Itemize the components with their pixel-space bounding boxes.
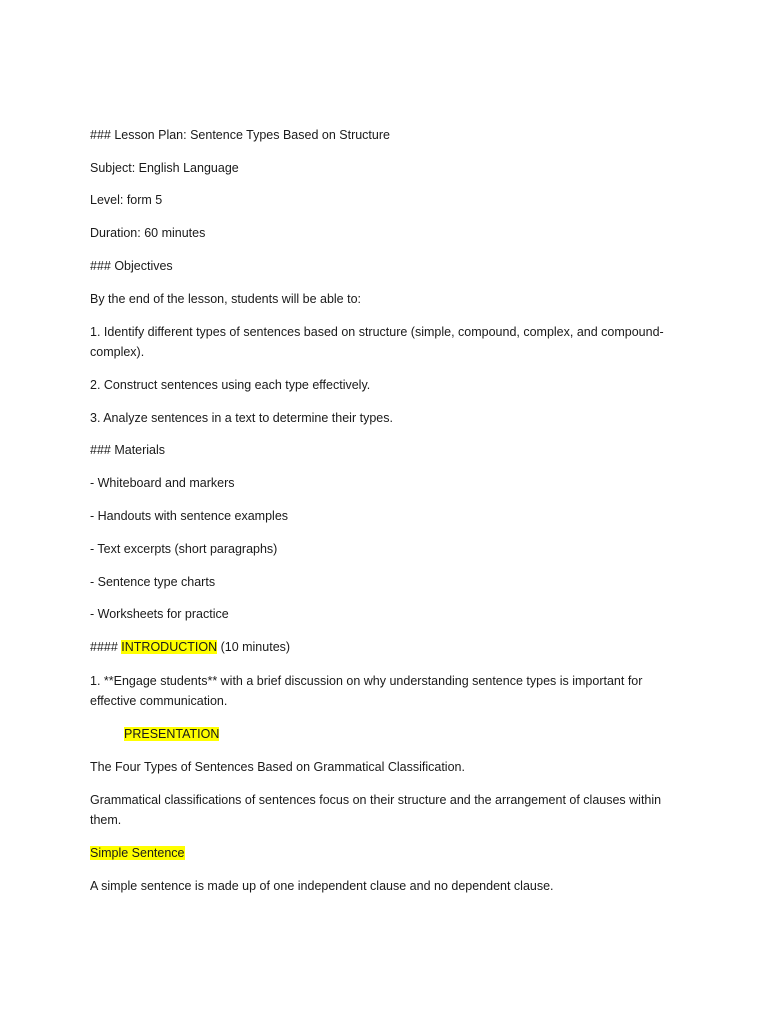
- objectives-intro: By the end of the lesson, students will be able to:: [90, 292, 362, 306]
- presentation-heading: [124, 724, 724, 744]
- material-item: - Text excerpts (short paragraphs): [90, 542, 278, 556]
- objective-item: 3. Analyze sentences in a text to determine their types.: [90, 411, 393, 425]
- engage-paragraph: 1. **Engage students** with a brief discussion on why understanding sentence types is important for effective communication.: [90, 674, 643, 708]
- objective-item: 1. Identify different types of sentences based on structure (simple, compound, complex, and compound-complex).: [90, 325, 664, 359]
- classification-paragraph: Grammatical classifications of sentences focus on their structure and the arrangement of clauses within them.: [90, 793, 662, 827]
- introduction-heading: [90, 637, 690, 657]
- simple-sentence-definition: A simple sentence is made up of one independent clause and no dependent clause.: [90, 879, 554, 893]
- duration-line: Duration: 60 minutes: [90, 226, 206, 240]
- material-item: - Whiteboard and markers: [90, 476, 235, 490]
- introduction-prefix: ####: [90, 640, 122, 654]
- introduction-suffix: (10 minutes): [217, 640, 291, 654]
- objective-item: 2. Construct sentences using each type effectively.: [90, 378, 371, 392]
- material-item: - Worksheets for practice: [90, 607, 229, 621]
- simple-sentence-highlight: Simple Sentence: [90, 846, 185, 860]
- four-types-line: The Four Types of Sentences Based on Grammatical Classification.: [90, 760, 465, 774]
- objectives-heading: ### Objectives: [90, 259, 173, 273]
- introduction-highlight: INTRODUCTION: [121, 640, 218, 654]
- level-line: Level: form 5: [90, 193, 163, 207]
- presentation-highlight: PRESENTATION: [124, 727, 220, 741]
- materials-heading: ### Materials: [90, 443, 166, 457]
- lesson-plan-heading: ### Lesson Plan: Sentence Types Based on Structure: [90, 128, 390, 142]
- material-item: - Handouts with sentence examples: [90, 509, 289, 523]
- material-item: - Sentence type charts: [90, 575, 216, 589]
- subject-line: Subject: English Language: [90, 161, 239, 175]
- simple-sentence-heading: [90, 843, 690, 863]
